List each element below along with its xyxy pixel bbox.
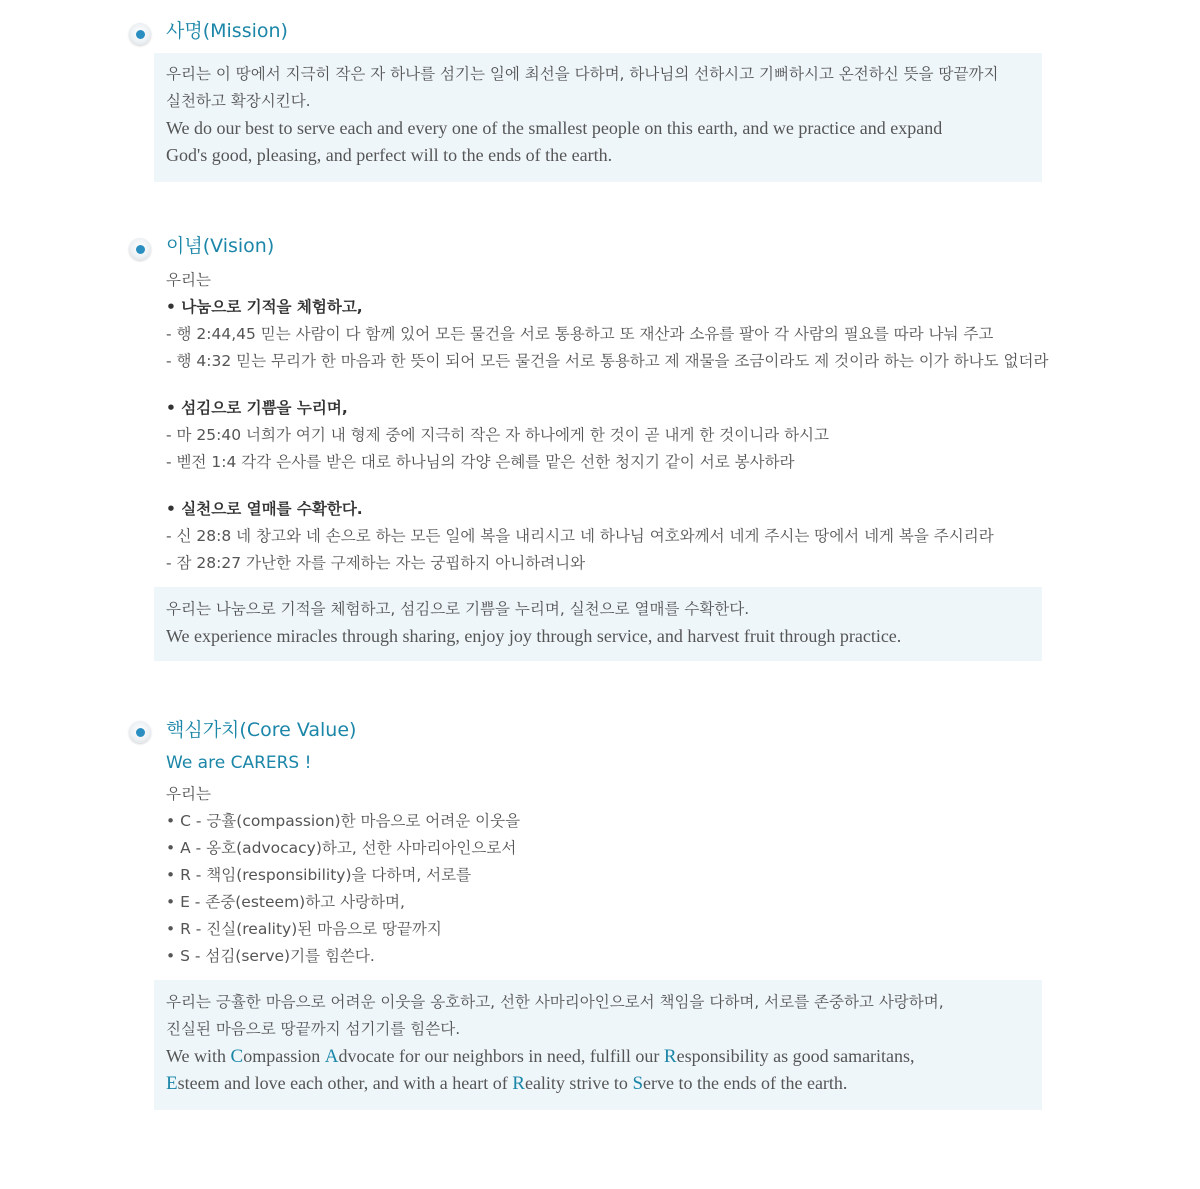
- core-item: • S - 섬김(serve)기를 힘쓴다.: [166, 947, 375, 965]
- cap-letter: A: [324, 1046, 339, 1067]
- vision-bullet-icon: [129, 238, 151, 260]
- mission-box: [154, 53, 1042, 182]
- cap-letter: R: [512, 1073, 525, 1094]
- vision-summary-en: We experience miracles through sharing, enjoy joy through service, and harvest fruit through practice.: [166, 626, 902, 646]
- core-body: [166, 781, 520, 970]
- en-text: eality strive to: [524, 1073, 633, 1093]
- core-item: • A - 옹호(advocacy)하고, 선한 사마리아인으로서: [166, 839, 517, 857]
- core-summary-en-line-2: [166, 1070, 1030, 1097]
- core-intro: 우리는: [166, 785, 211, 803]
- vision-verse: - 신 28:8 네 창고와 네 손으로 하는 모든 일에 복을 내리시고 네 하나님 여호와께서 네게 주시는 땅에서 네게 복을 주시리라: [166, 527, 994, 545]
- core-heading: 핵심가치(Core Value): [166, 719, 357, 741]
- en-text: dvocate for our neighbors in need, fulfill our: [338, 1046, 664, 1066]
- core-summary-box: [154, 980, 1042, 1110]
- vision-verse: - 벧전 1:4 각각 은사를 받은 대로 하나님의 각양 은혜를 맡은 선한 청지기 같이 서로 봉사하라: [166, 453, 795, 471]
- core-item: • E - 존중(esteem)하고 사랑하며,: [166, 893, 405, 911]
- en-text: We with: [166, 1046, 231, 1066]
- vision-summary-box: [154, 587, 1042, 661]
- en-text: ompassion: [243, 1046, 325, 1066]
- core-tagline: We are CARERS !: [166, 753, 312, 773]
- vision-heading: 이념(Vision): [166, 235, 275, 257]
- mission-kr-line: 우리는 이 땅에서 지극히 작은 자 하나를 섬기는 일에 최선을 다하며, 하나님의 선하시고 기뻐하시고 온전하신 뜻을 땅끝까지: [166, 65, 999, 83]
- mission-en-line: We do our best to serve each and every one of the smallest people on this earth, and we practice and expand: [166, 118, 943, 138]
- vision-verse: - 행 4:32 믿는 무리가 한 마음과 한 뜻이 되어 모든 물건을 서로 통용하고 제 재물을 조금이라도 제 것이라 하는 이가 하나도 없더라: [166, 352, 1049, 370]
- mission-heading: 사명(Mission): [166, 20, 288, 42]
- core-summary-en-line-1: [166, 1043, 1030, 1070]
- core-bullet-icon: [129, 721, 151, 743]
- cap-letter: S: [632, 1073, 644, 1094]
- core-summary-kr: 우리는 긍휼한 마음으로 어려운 이웃을 옹호하고, 선한 사마리아인으로서 책임을 다하며, 서로를 존중하고 사랑하며,: [166, 993, 944, 1011]
- vision-group-title: • 실천으로 열매를 수확한다.: [166, 500, 363, 518]
- cap-letter: C: [230, 1046, 244, 1067]
- cap-letter: E: [166, 1073, 178, 1094]
- core-summary-kr: 진실된 마음으로 땅끝까지 섬기기를 힘쓴다.: [166, 1020, 461, 1038]
- cap-letter: R: [663, 1046, 677, 1067]
- vision-intro: 우리는: [166, 271, 211, 289]
- vision-body: [166, 267, 1048, 577]
- vision-verse: - 잠 28:27 가난한 자를 구제하는 자는 궁핍하지 아니하려니와: [166, 554, 586, 572]
- core-item: • R - 책임(responsibility)을 다하며, 서로를: [166, 866, 472, 884]
- mission-bullet-icon: [129, 23, 151, 45]
- en-text: steem and love each other, and with a heart of: [177, 1073, 513, 1093]
- vision-group-title: • 나눔으로 기적을 체험하고,: [166, 298, 363, 316]
- core-item: • C - 긍휼(compassion)한 마음으로 어려운 이웃을: [166, 812, 521, 830]
- vision-verse: - 마 25:40 너희가 여기 내 형제 중에 지극히 작은 자 하나에게 한 것이 곧 내게 한 것이니라 하시고: [166, 426, 830, 444]
- vision-group-title: • 섬김으로 기쁨을 누리며,: [166, 399, 348, 417]
- mission-kr-line: 실천하고 확장시킨다.: [166, 92, 311, 110]
- en-text: esponsibility as good samaritans,: [676, 1046, 915, 1066]
- core-item: • R - 진실(reality)된 마음으로 땅끝까지: [166, 920, 442, 938]
- vision-verse: - 행 2:44,45 믿는 사람이 다 함께 있어 모든 물건을 서로 통용하고 또 재산과 소유를 팔아 각 사람의 필요를 따라 나눠 주고: [166, 325, 994, 343]
- mission-en-line: God's good, pleasing, and perfect will to the ends of the earth.: [166, 145, 613, 165]
- vision-summary-kr: 우리는 나눔으로 기적을 체험하고, 섬김으로 기쁨을 누리며, 실천으로 열매를 수확한다.: [166, 600, 750, 618]
- en-text: erve to the ends of the earth.: [643, 1073, 848, 1093]
